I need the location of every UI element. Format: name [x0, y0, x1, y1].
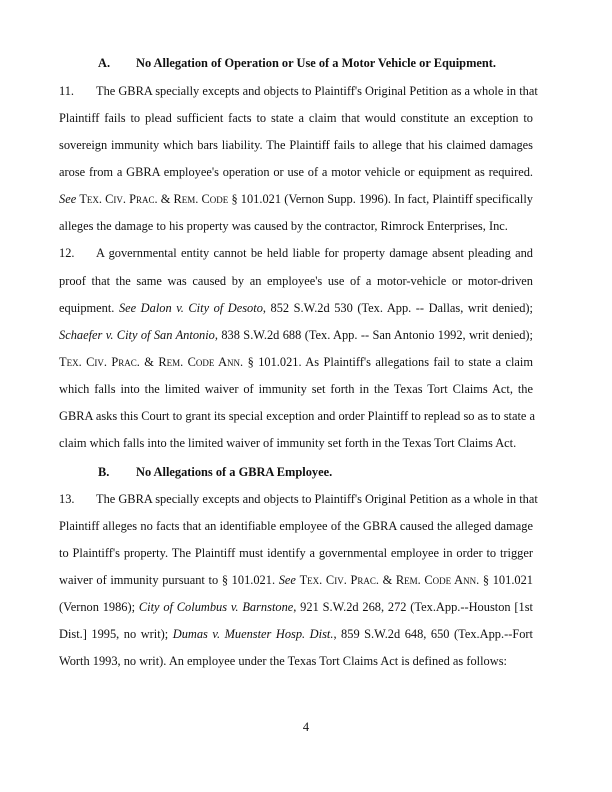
text: equipment.: [59, 301, 115, 315]
para-12-line-1: [59, 247, 533, 259]
paragraph-number: 12.: [59, 246, 75, 260]
text: Dist.] 1995, no writ);: [59, 627, 169, 641]
statute-citation: Tex. Civ. Prac. & Rem. Code Ann.: [299, 573, 480, 587]
section-heading-b: [98, 465, 332, 480]
para-11-line-1: [59, 84, 538, 98]
text: A governmental entity cannot be held liable for property damage absent pleading and: [96, 246, 533, 260]
text: , 838 S.W.2d 688 (Tex. App. -- San Antonio 1992, writ denied);: [214, 328, 533, 342]
text: (Vernon 1986);: [59, 600, 136, 614]
text: , 852 S.W.2d 530 (Tex. App. -- Dallas, writ denied);: [262, 301, 533, 315]
text: § 101.021: [482, 573, 533, 587]
text: The GBRA specially excepts and objects to Plaintiff's Original Petition as a whole in that: [96, 492, 538, 506]
para-11-line-3: sovereign immunity which bars liability. The Plaintiff fails to allege that his claimed damages: [59, 138, 533, 152]
page-number: 4: [302, 720, 310, 734]
section-title: No Allegations of a GBRA Employee.: [136, 465, 333, 479]
para-11-line-6: alleges the damage to his property was caused by the contractor, Rimrock Enterprises, Inc.: [59, 219, 508, 233]
text: waiver of immunity pursuant to § 101.021.: [59, 573, 276, 587]
paragraph-number: 11.: [59, 84, 75, 98]
para-12-line-2: proof that the same was caused by an employee's use of a motor-vehicle or motor-driven: [59, 274, 533, 288]
para-13-line-6: [59, 628, 533, 640]
paragraph-number: 13.: [59, 492, 75, 506]
signal-see: See: [278, 573, 296, 587]
signal-see: See: [59, 192, 77, 206]
para-12-line-6: which falls into the limited waiver of immunity set forth in the Texas Tort Claims Act, the: [59, 382, 533, 396]
text: § 101.021. As Plaintiff's allegations fail to state a claim: [247, 355, 533, 369]
para-12-line-8: claim which falls into the limited waiver of immunity set forth in the Texas Tort Claims Act.: [59, 436, 517, 450]
case-citation: Schaefer v. City of San Antonio: [59, 328, 215, 342]
statute-citation: Tex. Civ. Prac. & Rem. Code Ann.: [59, 355, 244, 369]
section-letter: B.: [98, 465, 110, 479]
para-11-line-2: Plaintiff fails to plead sufficient facts to state a claim that would constitute an exception to: [59, 111, 533, 125]
section-letter: A.: [98, 56, 111, 70]
statute-citation: Tex. Civ. Prac. & Rem. Code: [79, 192, 229, 206]
para-13-line-4: [59, 574, 533, 586]
case-citation: City of Columbus v. Barnstone: [138, 600, 294, 614]
para-12-line-4: [59, 329, 533, 341]
case-citation: See Dalon v. City of Desoto: [118, 301, 263, 315]
para-12-line-5: [59, 356, 533, 368]
para-11-line-4: arose from a GBRA employee's operation or use of a motor vehicle or equipment as required.: [59, 165, 533, 179]
para-13-line-5: [59, 601, 533, 613]
section-title: No Allegation of Operation or Use of a Motor Vehicle or Equipment.: [136, 56, 497, 70]
text: , 859 S.W.2d 648, 650 (Tex.App.--Fort: [333, 627, 533, 641]
case-citation: Dumas v. Muenster Hosp. Dist.: [172, 627, 334, 641]
text: § 101.021 (Vernon Supp. 1996). In fact, Plaintiff specifically: [231, 192, 533, 206]
text: , 921 S.W.2d 268, 272 (Tex.App.--Houston [1st: [293, 600, 533, 614]
para-13-line-3: to Plaintiff's property. The Plaintiff must identify a governmental employee in order to trigger: [59, 546, 533, 560]
para-13-line-7: Worth 1993, no writ). An employee under the Texas Tort Claims Act is defined as follows:: [59, 654, 507, 668]
para-13-line-1: [59, 492, 538, 506]
para-13-line-2: Plaintiff alleges no facts that an identifiable employee of the GBRA caused the alleged damage: [59, 519, 533, 533]
text: The GBRA specially excepts and objects to Plaintiff's Original Petition as a whole in that: [96, 84, 538, 98]
para-11-line-5: [59, 193, 533, 205]
section-heading-a: [98, 56, 496, 71]
para-12-line-7: GBRA asks this Court to grant its special exception and order Plaintiff to replead so as to state a: [59, 409, 536, 423]
para-12-line-3: [59, 302, 533, 314]
